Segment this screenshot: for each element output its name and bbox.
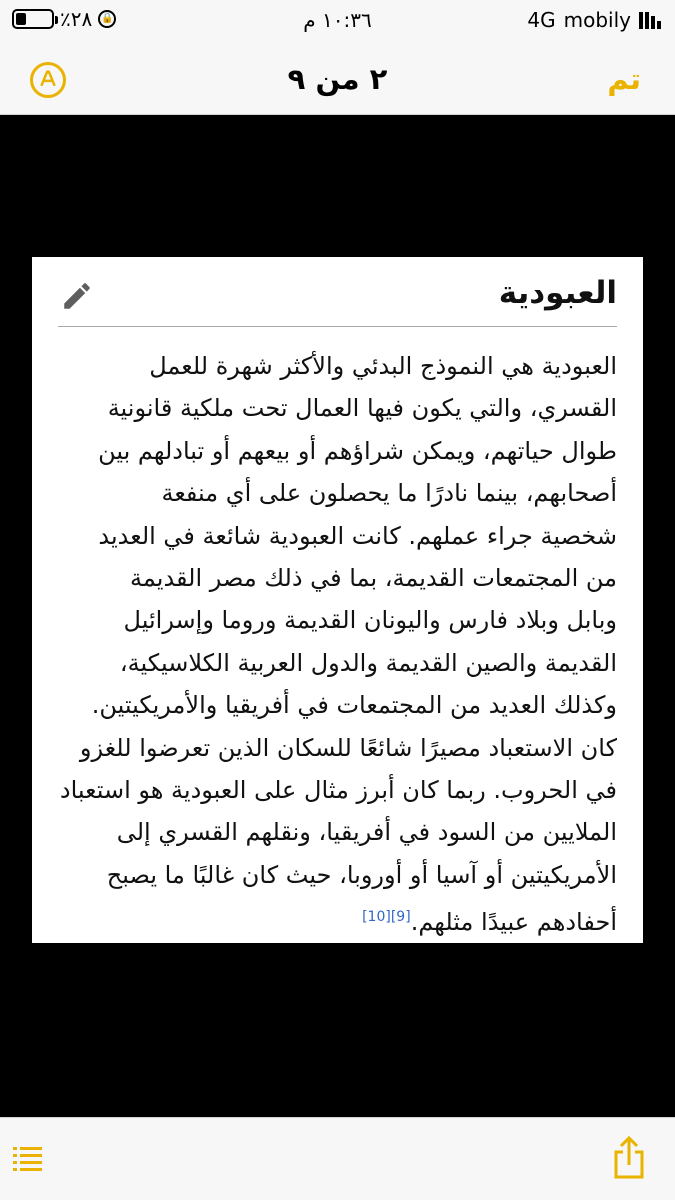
done-button[interactable]: تم	[607, 62, 641, 96]
title-divider	[58, 326, 617, 327]
document-title: العبودية	[498, 275, 617, 311]
body-line: القسري، والتي يكون فيها العمال تحت ملكية قانونية	[107, 394, 617, 423]
body-line: طوال حياتهم، ويمكن شراؤهم أو بيعهم أو تبادلهم بين	[98, 436, 617, 465]
document-page	[32, 257, 643, 943]
document-body	[58, 345, 617, 938]
status-right	[527, 8, 661, 32]
body-line: وكذلك العديد من المجتمعات في أفريقيا والأمريكيتين.	[91, 691, 617, 720]
body-line: في الحروب. ربما كان أبرز مثال على العبودية هو استعباد	[59, 775, 617, 804]
status-time: ١٠:٣٦ م	[303, 8, 372, 32]
body-line: الأمريكيتين أو آسيا أو أوروبا، حيث كان غالبًا ما يصبح	[106, 860, 617, 889]
body-line: من المجتمعات القديمة، بما في ذلك مصر القديمة	[130, 563, 617, 592]
navigation-bar	[0, 40, 675, 115]
body-line: الملايين من السود في أفريقيا، ونقلهم القسري إلى	[116, 818, 617, 847]
status-bar	[0, 0, 675, 40]
reference-links[interactable]: [9][10]	[362, 909, 411, 926]
battery-percentage: ٪٢٨	[60, 7, 93, 31]
edit-pencil-icon[interactable]	[60, 279, 94, 313]
network-type: 4G	[527, 8, 556, 32]
body-line-text: أحفادهم عبيدًا مثلهم.	[410, 908, 617, 937]
signal-icon	[639, 11, 661, 29]
body-line: العبودية هي النموذج البدئي والأكثر شهرة للعمل	[149, 352, 617, 380]
page-counter: ٢ من ٩	[287, 62, 388, 96]
bottom-toolbar	[0, 1117, 675, 1200]
carrier-name: mobily	[563, 8, 631, 32]
body-line: وبابل وبلاد فارس واليونان القديمة وروما وإسرائيل	[123, 606, 617, 635]
body-line: كان الاستعباد مصيرًا شائعًا للسكان الذين تعرضوا للغزو	[79, 733, 617, 762]
body-line	[58, 896, 617, 938]
share-icon[interactable]	[611, 1136, 647, 1180]
body-line: شخصية جراء عملهم. كانت العبودية شائعة في العديد	[98, 521, 617, 550]
list-icon[interactable]	[12, 1143, 44, 1175]
body-line: أصحابهم، بينما نادرًا ما يحصلون على أي منفعة	[161, 479, 617, 508]
body-line: القديمة والصين القديمة والدول العربية الكلاسيكية،	[119, 648, 617, 677]
orientation-lock-icon: 🔒	[98, 10, 116, 28]
